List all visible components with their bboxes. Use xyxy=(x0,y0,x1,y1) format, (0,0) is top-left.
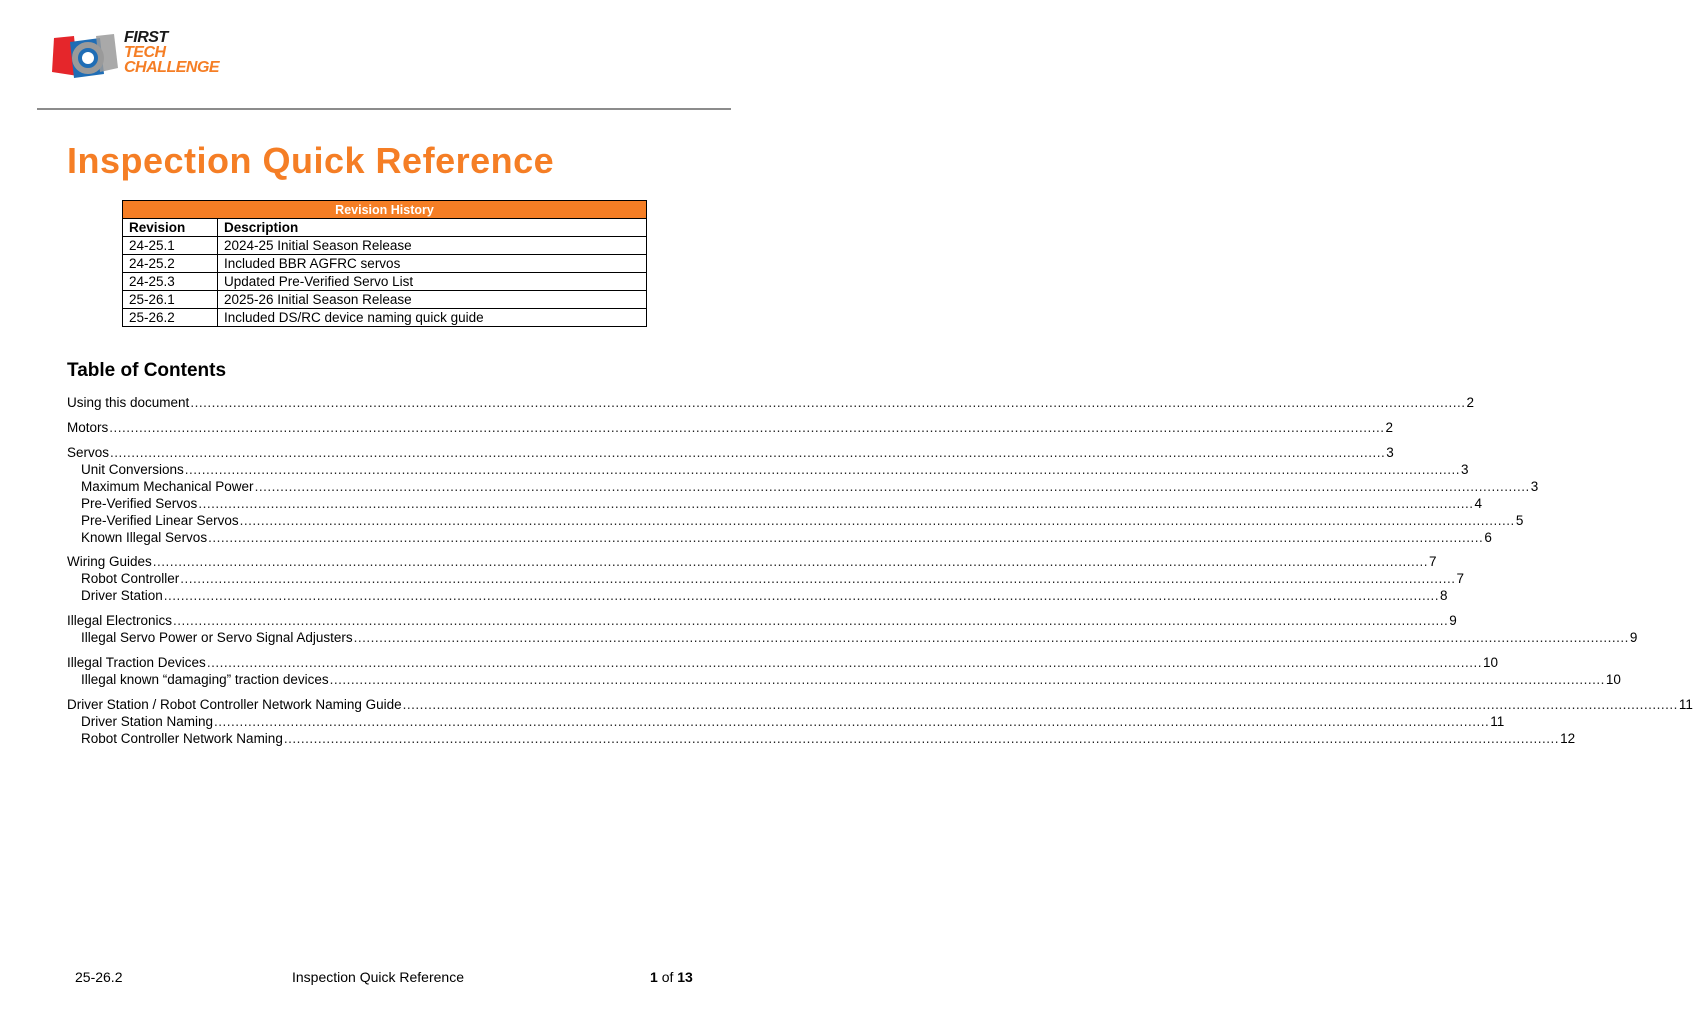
revision-cell: 25-26.1 xyxy=(123,291,218,309)
toc-leader-dots: ............................................................................................................................................................................................................................................................................................................ xyxy=(110,445,1386,460)
toc-entry[interactable] xyxy=(67,394,1475,411)
toc-entry-label: Motors xyxy=(67,420,109,435)
table-row xyxy=(123,237,647,255)
first-tech-challenge-logo xyxy=(48,30,238,82)
toc-entry-page: 10 xyxy=(1605,672,1621,687)
table-row xyxy=(123,255,647,273)
toc-entry-page: 4 xyxy=(1474,496,1483,511)
toc-subentry[interactable] xyxy=(81,461,1469,478)
toc-entry-page: 10 xyxy=(1483,655,1499,670)
toc-entry-label: Servos xyxy=(67,445,110,460)
toc-entry-page: 7 xyxy=(1429,554,1437,569)
toc-leader-dots: ............................................................................................................................................................................................................................................................................................................ xyxy=(206,655,1483,670)
toc-entry-label: Illegal Traction Devices xyxy=(67,655,206,670)
description-cell: 2024-25 Initial Season Release xyxy=(218,237,647,255)
toc-subentry[interactable] xyxy=(81,730,1576,747)
toc-entry-label: Driver Station Naming xyxy=(81,714,214,729)
description-cell: Included BBR AGFRC servos xyxy=(218,255,647,273)
toc-leader-dots: ............................................................................................................................................................................................................................................................................................................ xyxy=(283,731,1560,746)
toc-leader-dots: ............................................................................................................................................................................................................................................................................................................ xyxy=(214,714,1490,729)
toc-entry-label: Driver Station / Robot Controller Network Naming Guide xyxy=(67,697,402,712)
toc-leader-dots: ............................................................................................................................................................................................................................................................................................................ xyxy=(208,530,1484,545)
toc-subentry[interactable] xyxy=(81,478,1539,495)
revision-cell: 25-26.2 xyxy=(123,309,218,327)
first-tech-challenge-logo-icon xyxy=(48,32,122,82)
column-header-description: Description xyxy=(218,219,647,237)
toc-entry-page: 3 xyxy=(1530,479,1539,494)
toc-leader-dots: ............................................................................................................................................................................................................................................................................................................ xyxy=(109,420,1385,435)
footer-page-of: of xyxy=(661,969,674,985)
toc-leader-dots: ............................................................................................................................................................................................................................................................................................................ xyxy=(180,571,1456,586)
toc-leader-dots: ............................................................................................................................................................................................................................................................................................................ xyxy=(239,513,1515,528)
footer-page-number xyxy=(650,969,693,985)
toc-entry-page: 12 xyxy=(1560,731,1576,746)
toc-entry-label: Pre-Verified Servos xyxy=(81,496,198,511)
toc-entry-label: Wiring Guides xyxy=(67,554,152,569)
toc-entry-page: 9 xyxy=(1629,630,1638,645)
toc-entry-page: 8 xyxy=(1440,588,1448,603)
toc-leader-dots: ............................................................................................................................................................................................................................................................................................................ xyxy=(163,588,1440,603)
toc-leader-dots: ............................................................................................................................................................................................................................................................................................................ xyxy=(190,395,1466,410)
toc-entry-label: Unit Conversions xyxy=(81,462,184,477)
toc-entry-label: Robot Controller xyxy=(81,571,180,586)
table-caption-row xyxy=(123,201,647,219)
toc-entry-label: Driver Station xyxy=(81,588,163,603)
table-header-row xyxy=(123,219,647,237)
toc-entry[interactable] xyxy=(67,612,1457,629)
toc-leader-dots: ............................................................................................................................................................................................................................................................................................................ xyxy=(254,479,1530,494)
toc-entry[interactable] xyxy=(67,419,1394,436)
toc-entry-page: 9 xyxy=(1449,613,1457,628)
revision-cell: 24-25.2 xyxy=(123,255,218,273)
toc-entry-label: Illegal known “damaging” traction devices xyxy=(81,672,329,687)
toc-entry-page: 11 xyxy=(1678,697,1693,712)
toc-entry[interactable] xyxy=(67,654,1499,671)
toc-leader-dots: ............................................................................................................................................................................................................................................................................................................ xyxy=(173,613,1449,628)
toc-entry-page: 11 xyxy=(1490,714,1505,729)
toc-leader-dots: ............................................................................................................................................................................................................................................................................................................ xyxy=(198,496,1474,511)
toc-entry[interactable] xyxy=(67,696,1693,713)
toc-leader-dots: ............................................................................................................................................................................................................................................................................................................ xyxy=(152,554,1429,569)
toc-entry-page: 6 xyxy=(1484,530,1492,545)
toc-leader-dots: ............................................................................................................................................................................................................................................................................................................ xyxy=(353,630,1629,645)
column-header-revision: Revision xyxy=(123,219,218,237)
revision-cell: 24-25.1 xyxy=(123,237,218,255)
toc-entry-label: Illegal Electronics xyxy=(67,613,173,628)
footer-page-total: 13 xyxy=(677,969,693,985)
document-title: Inspection Quick Reference xyxy=(67,140,555,181)
revision-cell: 24-25.3 xyxy=(123,273,218,291)
toc-subentry[interactable] xyxy=(81,529,1492,546)
toc-entry-label: Maximum Mechanical Power xyxy=(81,479,254,494)
table-row xyxy=(123,309,647,327)
toc-subentry[interactable] xyxy=(81,587,1448,604)
toc-entry[interactable] xyxy=(67,444,1394,461)
footer-page-current: 1 xyxy=(650,969,658,985)
footer-title: Inspection Quick Reference xyxy=(292,969,464,985)
toc-leader-dots: ............................................................................................................................................................................................................................................................................................................ xyxy=(402,697,1678,712)
logo-challenge-text: CHALLENGE xyxy=(124,59,220,76)
toc-entry-page: 2 xyxy=(1466,395,1475,410)
toc-entry-label: Pre-Verified Linear Servos xyxy=(81,513,239,528)
toc-entry-page: 3 xyxy=(1461,462,1469,477)
toc-heading: Table of Contents xyxy=(67,360,227,381)
toc-entry-page: 3 xyxy=(1386,445,1394,460)
logo-tech-text: TECH xyxy=(124,44,166,61)
description-cell: 2025-26 Initial Season Release xyxy=(218,291,647,309)
header-divider xyxy=(37,108,731,110)
table-row xyxy=(123,273,647,291)
revision-history-table xyxy=(122,200,647,327)
toc-entry-label: Known Illegal Servos xyxy=(81,530,208,545)
toc-entry-page: 5 xyxy=(1515,513,1524,528)
toc-entry-label: Robot Controller Network Naming xyxy=(81,731,283,746)
toc-subentry[interactable] xyxy=(81,671,1621,688)
toc-entry-label: Illegal Servo Power or Servo Signal Adjusters xyxy=(81,630,353,645)
footer-revision: 25-26.2 xyxy=(75,969,123,985)
toc-subentry[interactable] xyxy=(81,629,1638,646)
toc-entry-page: 2 xyxy=(1385,420,1394,435)
toc-entry[interactable] xyxy=(67,553,1437,570)
description-cell: Included DS/RC device naming quick guide xyxy=(218,309,647,327)
toc-leader-dots: ............................................................................................................................................................................................................................................................................................................ xyxy=(329,672,1605,687)
toc-entry-label: Using this document xyxy=(67,395,190,410)
toc-subentry[interactable] xyxy=(81,570,1465,587)
toc-subentry[interactable] xyxy=(81,512,1524,529)
toc-leader-dots: ............................................................................................................................................................................................................................................................................................................ xyxy=(184,462,1461,477)
description-cell: Updated Pre-Verified Servo List xyxy=(218,273,647,291)
table-row xyxy=(123,291,647,309)
toc-subentry[interactable] xyxy=(81,713,1505,730)
logo-first-text: FIRST xyxy=(124,29,168,46)
toc-entry-page: 7 xyxy=(1456,571,1465,586)
table-caption: Revision History xyxy=(123,201,647,219)
toc-subentry[interactable] xyxy=(81,495,1483,512)
